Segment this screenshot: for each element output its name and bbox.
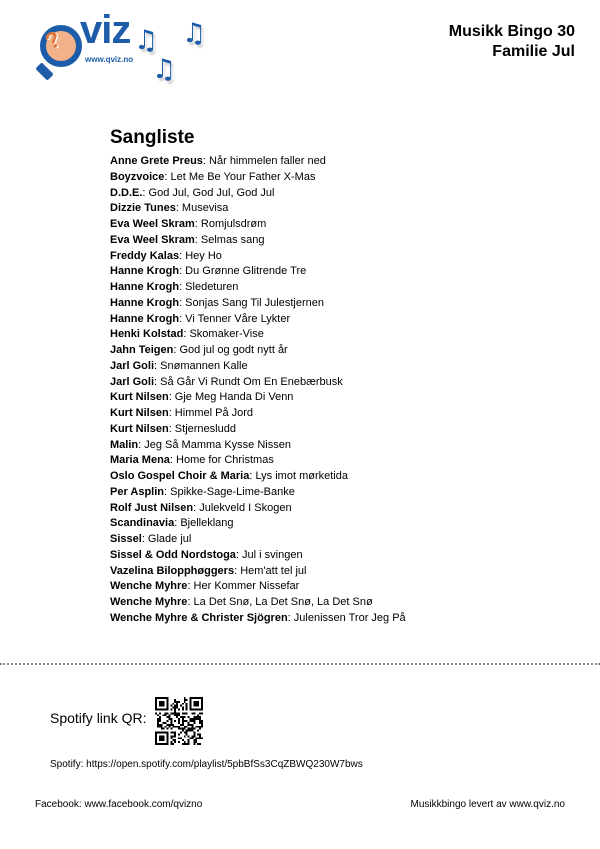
song-title: : Snømannen Kalle — [154, 359, 248, 372]
song-list-item — [110, 564, 530, 580]
song-artist: Per Asplin — [110, 485, 164, 498]
song-artist: Hanne Krogh — [110, 296, 180, 309]
document-title-line2: Familie Jul — [492, 43, 575, 60]
song-artist: Wenche Myhre — [110, 580, 188, 593]
song-artist: Hanne Krogh — [110, 281, 180, 293]
song-artist: Sissel & Odd Nordstoga — [110, 548, 236, 561]
document-title-line1: Musikk Bingo 30 — [448, 23, 575, 40]
song-artist: Jarl Goli — [110, 375, 155, 388]
song-artist: Wenche Myhre — [110, 596, 188, 608]
song-title: : Romjulsdrøm — [194, 218, 267, 230]
song-list-item — [110, 249, 530, 265]
song-artist: Oslo Gospel Choir & Maria — [110, 470, 250, 482]
song-title: : Du Grønne Glitrende Tre — [179, 265, 307, 278]
song-artist: Jahn Teigen — [110, 344, 174, 356]
song-artist: Maria Mena — [110, 454, 170, 467]
song-title: : Jeg Så Mamma Kysse Nissen — [138, 438, 291, 451]
spotify-qr-label: Spotify link QR: — [50, 710, 147, 726]
song-title: : La Det Snø, La Det Snø, La Det Snø — [187, 596, 373, 608]
document-title — [449, 22, 575, 62]
song-list-item — [110, 170, 530, 186]
song-list-item — [110, 532, 530, 548]
song-artist: Kurt Nilsen — [110, 422, 169, 435]
song-title: : Musevisa — [175, 202, 229, 215]
song-list — [110, 154, 530, 627]
song-title: : Julekveld I Skogen — [193, 501, 292, 514]
song-title: : Home for Christmas — [169, 454, 274, 467]
song-artist: Eva Weel Skram — [110, 233, 195, 246]
song-artist: Henki Kolstad — [110, 328, 184, 341]
song-title: : Lys imot mørketida — [249, 470, 348, 482]
song-artist: Hanne Krogh — [110, 265, 180, 278]
qviz-logo — [33, 8, 143, 80]
song-artist: D.D.E. — [110, 186, 143, 199]
song-artist: Eva Weel Skram — [110, 218, 195, 230]
song-artist: Vazelina Bilopphøggers — [110, 564, 235, 577]
song-title: : Hem'att tel jul — [234, 564, 307, 577]
song-title: : Gje Meg Handa Di Venn — [168, 391, 294, 404]
song-artist: Kurt Nilsen — [110, 407, 169, 419]
song-title: : God jul og godt nytt år — [173, 344, 288, 356]
song-list-item — [110, 217, 530, 233]
song-artist: Anne Grete Preus — [110, 155, 203, 167]
song-list-item — [110, 186, 530, 202]
song-title: : Jul i svingen — [235, 548, 303, 561]
music-note-icon: ♫ — [182, 18, 207, 49]
song-list-item — [110, 485, 530, 501]
song-artist: Scandinavia — [110, 517, 175, 530]
song-title: : Julenissen Tror Jeg På — [287, 611, 406, 624]
song-artist: Wenche Myhre & Christer Sjögren — [110, 611, 288, 624]
song-list-item — [110, 280, 530, 296]
song-list-item — [110, 359, 530, 375]
song-list-item — [110, 343, 530, 359]
song-artist: Jarl Goli — [110, 359, 155, 372]
dotted-divider — [0, 663, 600, 665]
song-artist: Dizzie Tunes — [110, 202, 176, 215]
spotify-qr-code — [155, 697, 203, 745]
song-list-item — [110, 438, 530, 454]
song-title: : Let Me Be Your Father X-Mas — [164, 170, 316, 183]
song-title: : Stjernesludd — [168, 422, 236, 435]
song-list-item — [110, 201, 530, 217]
song-list-item — [110, 516, 530, 532]
song-list-item — [110, 469, 530, 485]
song-list-item — [110, 312, 530, 328]
song-title: : Skomaker-Vise — [183, 328, 264, 341]
footer-credit: Musikkbingo levert av www.qviz.no — [410, 799, 565, 810]
song-title: : Bjelleklang — [174, 517, 234, 530]
song-artist: Sissel — [110, 533, 142, 545]
song-title: : Glade jul — [141, 533, 192, 545]
song-title: : Spikke-Sage-Lime-Banke — [164, 485, 295, 498]
song-list-item — [110, 453, 530, 469]
song-title: : Her Kommer Nissefar — [187, 580, 300, 593]
song-list-item — [110, 548, 530, 564]
song-artist: Hanne Krogh — [110, 312, 180, 325]
song-list-item — [110, 390, 530, 406]
song-list-item — [110, 406, 530, 422]
song-list-item — [110, 501, 530, 517]
song-artist: Kurt Nilsen — [110, 391, 169, 404]
song-list-item — [110, 611, 530, 627]
song-title: : Vi Tenner Våre Lykter — [179, 312, 291, 325]
song-list-item — [110, 422, 530, 438]
music-note-icon: ♫ — [152, 54, 177, 85]
song-title: : Himmel På Jord — [168, 407, 254, 419]
song-list-item — [110, 327, 530, 343]
song-title: : Når himmelen faller ned — [202, 155, 326, 167]
song-list-item — [110, 154, 530, 170]
song-list-item — [110, 595, 530, 611]
music-notes-icon — [130, 14, 215, 94]
question-mark-icon: ? — [40, 25, 66, 55]
song-artist: Rolf Just Nilsen — [110, 501, 194, 514]
facebook-link[interactable]: Facebook: www.facebook.com/qvizno — [35, 799, 203, 810]
song-list-item — [110, 296, 530, 312]
song-list-item — [110, 233, 530, 249]
music-note-icon: ♫ — [134, 25, 159, 56]
song-title: : God Jul, God Jul, God Jul — [142, 186, 275, 199]
song-list-item — [110, 264, 530, 280]
song-title: : Selmas sang — [194, 233, 265, 246]
logo-url-text: www.qviz.no — [85, 55, 134, 64]
brand-text: viz — [80, 8, 131, 52]
song-artist: Malin — [110, 438, 139, 451]
song-artist: Freddy Kalas — [110, 249, 180, 262]
magnifier-handle-icon — [35, 62, 53, 80]
song-title: : Sledeturen — [179, 281, 239, 293]
songlist-heading: Sangliste — [110, 127, 195, 148]
song-title: : Hey Ho — [179, 249, 222, 262]
song-title: : Så Går Vi Rundt Om En Enebærbusk — [154, 375, 343, 388]
song-list-item — [110, 579, 530, 595]
song-artist: Boyzvoice — [110, 170, 165, 183]
song-list-item — [110, 375, 530, 391]
song-title: : Sonjas Sang Til Julestjernen — [179, 296, 324, 309]
spotify-link[interactable]: Spotify: https://open.spotify.com/playlist/5pbBfSs3CqZBWQ230W7bws — [50, 759, 363, 770]
